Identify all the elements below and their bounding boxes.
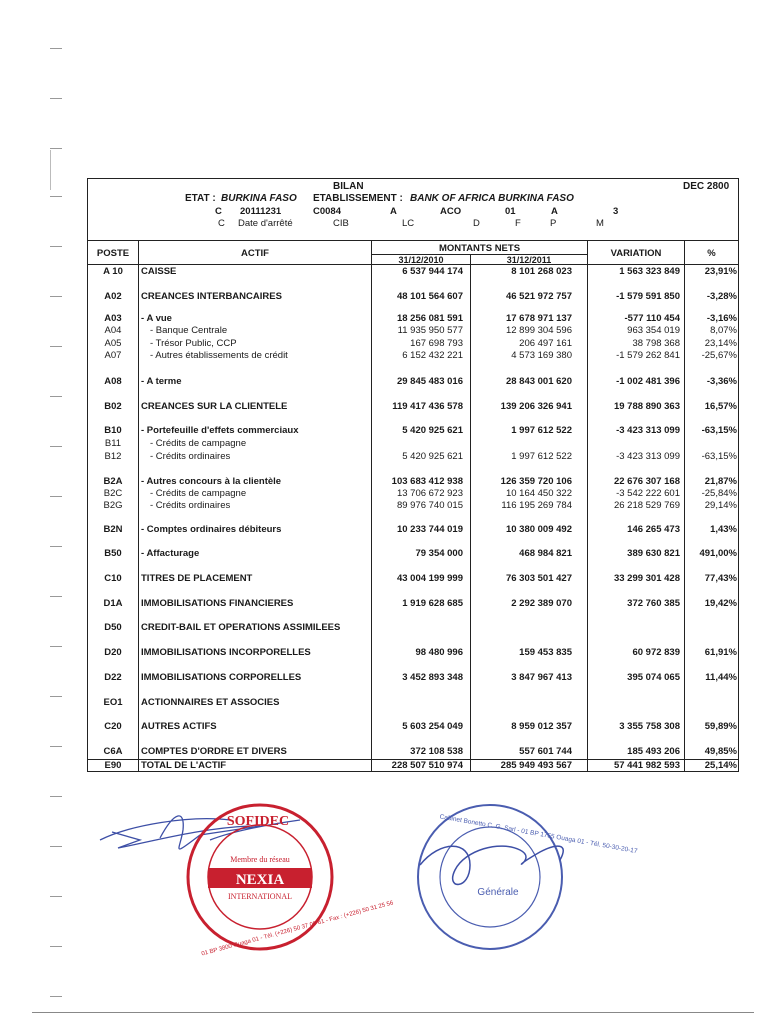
row-percent: -25,84% [701,488,737,499]
row-variation: -577 110 454 [624,313,680,324]
row-variation: -3 423 313 099 [616,451,680,462]
table-row [88,573,738,585]
row-label: - Autres établissements de crédit [150,350,288,361]
row-label: TITRES DE PLACEMENT [141,573,253,584]
col-header-2010: 31/12/2010 [398,255,444,265]
row-label: - Crédits ordinaires [150,500,231,511]
row-variation: -3 423 313 099 [616,425,680,436]
row-code: B2C [103,488,123,499]
row-variation: 389 630 821 [627,548,680,559]
row-value-2010: 10 233 744 019 [396,524,463,535]
row-value-2011: 8 101 268 023 [511,266,572,277]
row-code: A04 [104,325,122,336]
etablissement-value: BANK OF AFRICA BURKINA FASO [410,193,574,204]
nexia-stamp-top: SOFIDEC [226,814,290,829]
etablissement-label: ETABLISSEMENT : [313,193,403,204]
row-label: TOTAL DE L'ACTIF [141,760,227,771]
row-percent: 25,14% [704,760,737,771]
row-label: CREANCES INTERBANCAIRES [141,291,282,302]
col-header-montants: MONTANTS NETS [438,243,521,254]
row-value-2010: 89 976 740 015 [396,500,463,511]
legend-lc: LC [402,218,415,229]
row-variation: 22 676 307 168 [613,476,680,487]
row-percent: 8,07% [710,325,737,336]
row-percent: 49,85% [704,746,737,757]
row-value-2010: 5 420 925 621 [402,451,463,462]
code-cib: C0084 [313,206,341,217]
table-row [88,325,738,337]
row-code: D22 [104,672,122,683]
row-variation: 60 972 839 [632,647,680,658]
row-value-2011: 12 899 304 596 [505,325,572,336]
bonetto-center: Générale [477,887,519,898]
row-variation: 26 218 529 769 [613,500,680,511]
etat-value: BURKINA FASO [221,193,297,204]
row-label: - Affacturage [141,548,200,559]
stamps-area [0,780,768,980]
row-code: A07 [104,350,122,361]
table-row [88,291,738,303]
row-code: C6A [103,746,123,757]
row-code: B2N [103,524,123,535]
table-row [88,438,738,450]
etat-label: ETAT : [185,193,216,204]
row-label: - Trésor Public, CCP [150,338,237,349]
row-value-2010: 11 935 950 577 [397,325,463,336]
legend-cib: CIB [333,218,349,229]
row-variation: 372 760 385 [627,598,680,609]
row-label: - Crédits ordinaires [150,451,231,462]
row-value-2011: 10 380 009 492 [505,524,572,535]
row-value-2010: 5 420 925 621 [402,425,463,436]
table-row [88,598,738,610]
code-date: 20111231 [240,206,282,217]
row-variation: 185 493 206 [627,746,680,757]
row-code: A03 [104,313,122,324]
row-value-2011: 4 573 169 380 [511,350,572,361]
row-variation: 57 441 982 593 [613,760,680,771]
col-header-percent: % [707,248,716,259]
row-value-2010: 1 919 628 685 [402,598,463,609]
bonetto-ring-text: Cabinet Bonetto C. G. Sarl - 01 BP 1755 Ouaga 01 - Tél. 50-30-20-17 [439,813,638,856]
row-value-2011: 28 843 001 620 [505,376,572,387]
legend-m: M [596,218,604,229]
row-value-2011: 116 195 269 784 [501,500,572,511]
row-variation: 1 563 323 849 [619,266,680,277]
row-percent: 23,91% [704,266,737,277]
table-row [88,488,738,500]
row-value-2010: 79 354 000 [415,548,463,559]
row-percent: 16,57% [704,401,737,412]
row-value-2010: 29 845 483 016 [396,376,463,387]
row-value-2011: 46 521 972 757 [505,291,572,302]
row-variation: -1 002 481 396 [616,376,680,387]
row-value-2011: 2 292 389 070 [511,598,572,609]
table-row [88,476,738,488]
row-code: A 10 [103,266,123,277]
row-label: IMMOBILISATIONS CORPORELLES [141,672,302,683]
code-3: 3 [613,206,619,217]
row-value-2010: 98 480 996 [415,647,463,658]
row-value-2011: 468 984 821 [519,548,572,559]
row-code: B2A [103,476,123,487]
nexia-ring-text: 01 BP 3800 Ouaga 01 - Tél. (+226) 50 37 09 61 - Fax : (+226) 50 31 25 56 [201,900,395,958]
row-code: B50 [104,548,122,559]
code-aco: ACO [440,206,462,217]
row-code: A08 [104,376,122,387]
row-code: D50 [104,622,122,633]
col-header-variation: VARIATION [610,248,662,259]
row-value-2010: 18 256 081 591 [396,313,463,324]
row-label: - Crédits de campagne [150,488,247,499]
row-code: E90 [104,760,122,771]
code-a2: A [551,206,558,217]
row-label: - Portefeuille d'effets commerciaux [141,425,299,436]
legend-f: F [515,218,521,229]
row-percent: -63,15% [701,425,737,436]
row-value-2011: 1 997 612 522 [511,425,572,436]
row-value-2011: 17 678 971 137 [505,313,572,324]
row-value-2010: 103 683 412 938 [391,476,463,487]
col-header-2011: 31/12/2011 [506,255,552,265]
table-row [88,401,738,413]
row-percent: -3,16% [706,313,737,324]
row-value-2011: 10 164 450 322 [505,488,572,499]
row-label: - Autres concours à la clientèle [141,476,282,487]
row-label: - Comptes ordinaires débiteurs [141,524,282,535]
row-percent: -63,15% [701,451,737,462]
row-value-2011: 126 359 720 106 [500,476,572,487]
row-value-2011: 8 959 012 357 [511,721,572,732]
row-percent: -25,67% [701,350,737,361]
row-value-2010: 6 152 432 221 [402,350,463,361]
table-row [88,697,738,709]
row-percent: 11,44% [705,672,737,683]
row-code: B2G [103,500,123,511]
code-01: 01 [505,206,516,217]
table-row [88,338,738,350]
row-percent: 23,14% [704,338,737,349]
row-variation: -3 542 222 601 [616,488,680,499]
row-label: CREDIT-BAIL ET OPERATIONS ASSIMILEES [141,622,341,633]
row-variation: -1 579 262 841 [616,350,680,361]
row-variation: -1 579 591 850 [616,291,680,302]
row-percent: 21,87% [704,476,737,487]
table-row [88,548,738,560]
row-value-2011: 285 949 493 567 [500,760,572,771]
row-code: D1A [103,598,123,609]
table-row [88,266,738,278]
row-percent: 19,42% [704,598,737,609]
row-value-2010: 13 706 672 923 [396,488,463,499]
row-code: B12 [104,451,122,462]
row-value-2011: 206 497 161 [519,338,572,349]
table-row [88,524,738,536]
legend-p: P [550,218,557,229]
row-value-2011: 1 997 612 522 [511,451,572,462]
row-value-2010: 228 507 510 974 [391,760,463,771]
document-title: BILAN [333,181,364,192]
row-variation: 19 788 890 363 [613,401,680,412]
row-value-2010: 167 698 793 [410,338,463,349]
row-value-2011: 76 303 501 427 [505,573,572,584]
legend-d: D [473,218,480,229]
table-row [88,622,738,634]
table-row [88,746,738,758]
code-c: C [215,206,222,217]
row-label: IMMOBILISATIONS INCORPORELLES [141,647,311,658]
table-row [88,647,738,659]
row-label: - A terme [141,376,182,387]
row-value-2010: 48 101 564 607 [396,291,463,302]
row-code: B10 [104,425,122,436]
table-row [88,313,738,325]
row-label: - A vue [141,313,172,324]
row-code: A05 [104,338,122,349]
nexia-brand: NEXIA [235,872,285,888]
table-row [88,760,738,772]
row-code: B11 [104,438,122,449]
row-label: CAISSE [141,266,177,277]
row-value-2010: 119 417 436 578 [392,401,463,412]
table-row [88,451,738,463]
table-row [88,672,738,684]
row-percent: 77,43% [704,573,737,584]
row-percent: 491,00% [699,548,737,559]
row-value-2011: 159 453 835 [519,647,572,658]
row-label: AUTRES ACTIFS [141,721,217,732]
row-variation: 963 354 019 [627,325,680,336]
row-value-2010: 3 452 893 348 [402,672,463,683]
legend-date: Date d'arrêté [238,218,293,229]
row-percent: 61,91% [704,647,737,658]
row-value-2011: 3 847 967 413 [511,672,572,683]
row-variation: 395 074 065 [627,672,680,683]
dec-code: DEC 2800 [683,181,730,192]
row-percent: -3,28% [706,291,737,302]
col-header-poste: POSTE [96,248,130,259]
legend-c: C [218,218,225,229]
col-header-actif: ACTIF [241,248,269,259]
row-code: C10 [104,573,122,584]
row-code: D20 [104,647,122,658]
table-row [88,425,738,437]
row-variation: 38 798 368 [632,338,680,349]
row-label: - Banque Centrale [150,325,228,336]
row-percent: 59,89% [704,721,737,732]
row-value-2010: 6 537 944 174 [402,266,463,277]
table-row [88,721,738,733]
bottom-rule [32,1012,754,1013]
table-row [88,376,738,388]
row-code: EO1 [103,697,123,708]
row-percent: 29,14% [704,500,737,511]
row-value-2011: 139 206 326 941 [500,401,572,412]
table-row [88,500,738,512]
row-value-2010: 5 603 254 049 [402,721,463,732]
nexia-international: INTERNATIONAL [228,892,292,901]
row-code: B02 [104,401,122,412]
row-code: A02 [104,291,122,302]
row-label: COMPTES D'ORDRE ET DIVERS [141,746,287,757]
row-percent: -3,36% [706,376,737,387]
header-divider [87,240,739,241]
code-a: A [390,206,397,217]
row-variation: 146 265 473 [627,524,680,535]
row-code: C20 [104,721,122,732]
row-label: - Crédits de campagne [150,438,247,449]
row-value-2010: 43 004 199 999 [396,573,463,584]
row-percent: 1,43% [710,524,737,535]
row-label: IMMOBILISATIONS FINANCIERES [141,598,294,609]
table-row [88,350,738,362]
row-label: CREANCES SUR LA CLIENTELE [141,401,288,412]
row-value-2010: 372 108 538 [410,746,463,757]
row-label: ACTIONNAIRES ET ASSOCIES [141,697,280,708]
row-value-2011: 557 601 744 [519,746,572,757]
row-variation: 33 299 301 428 [613,573,680,584]
nexia-member: Membre du réseau [230,855,290,864]
row-variation: 3 355 758 308 [619,721,680,732]
